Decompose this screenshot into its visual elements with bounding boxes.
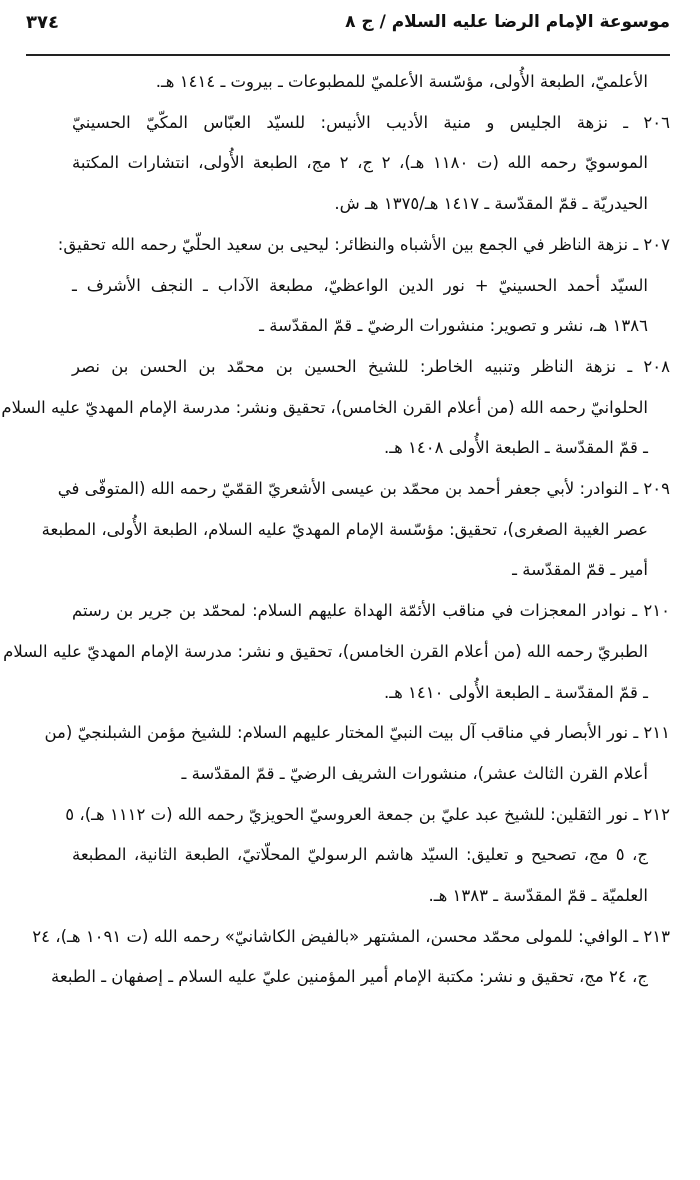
entry-line: عصر الغيبة الصغرى)، تحقيق: مؤسّسة الإمام المهديّ عليه السلام، الطبعة الأُولى، المطبعة: [41, 519, 648, 539]
entry-line: الأعلميّ، الطبعة الأُولى، مؤسّسة الأعلميّ للمطبوعات ـ بيروت ـ ١٤١٤ هـ.: [155, 72, 648, 91]
entry-line: السيّد أحمد الحسينيّ + نور الدين الواعظيّ، مطبعة الآداب ـ النجف الأشرف ـ: [72, 275, 648, 295]
entry-line: ٢٠٦ ـ نزهة الجليس و منية الأديب الأنيس: للسيّد العبّاس المكّيّ الحسينيّ: [72, 112, 670, 132]
entry-line: ٢٠٨ ـ نزهة الناظر وتنبيه الخاطر: للشيخ الحسين بن محمّد بن الحسن بن نصر: [72, 356, 670, 376]
page-number: ٣٧٤: [26, 12, 59, 33]
entry-line: العلميّة ـ قمّ المقدّسة ـ ١٣٨٣ هـ.: [428, 886, 648, 905]
entry-line: ج، ٥ مج، تصحيح و تعليق: السيّد هاشم الرسوليّ المحلّاتيّ، الطبعة الثانية، المطبعة: [72, 845, 648, 865]
entry-line: أعلام القرن الثالث عشر)، منشورات الشريف الرضيّ ـ قمّ المقدّسة ـ: [181, 763, 648, 783]
entry-line: ٢١١ ـ نور الأبصار في مناقب آل بيت النبيّ المختار عليهم السلام: للشيخ مؤمن الشبلنجيّ (من: [44, 723, 670, 743]
entry-line: ٢٠٩ ـ النوادر: لأبي جعفر أحمد بن محمّد بن عيسى الأشعريّ القمّيّ رحمه الله (المتوفّى في: [57, 479, 670, 498]
entry-line: ج، ٢٤ مج، تحقيق و نشر: مكتبة الإمام أمير المؤمنين عليّ عليه السلام ـ إصفهان ـ الطبعة: [51, 967, 648, 987]
running-title: موسوعة الإمام الرضا عليه السلام / ج ٨: [345, 12, 670, 32]
entry-line: الحيدريّة ـ قمّ المقدّسة ـ ١٤١٧ هـ/١٣٧٥ هـ ش.: [334, 194, 648, 214]
page-header: [26, 6, 670, 46]
entry-line: ١٣٨٦ هـ، نشر و تصوير: منشورات الرضيّ ـ قمّ المقدّسة ـ: [259, 316, 648, 336]
entry-line: ٢١٠ ـ نوادر المعجزات في مناقب الأئمّة الهداة عليهم السلام: لمحمّد بن جرير بن رستم: [72, 601, 670, 621]
entry-line: ـ قمّ المقدّسة ـ الطبعة الأُولى ١٤٠٨ هـ.: [384, 438, 648, 458]
header-rule: [26, 54, 670, 56]
entry-line: الطبريّ رحمه الله (من أعلام القرن الخامس)، تحقيق و نشر: مدرسة الإمام المهديّ عليه السلام: [3, 641, 648, 661]
entry-line: ٢١٣ ـ الوافي: للمولى محمّد محسن، المشتهر «بالفيض الكاشانيّ» رحمه الله (ت ١٠٩١ هـ)، ٢٤: [32, 926, 670, 946]
entry-line: ٢٠٧ ـ نزهة الناظر في الجمع بين الأشباه والنظائر: ليحيى بن سعيد الحلّيّ رحمه الله تحقيق:: [57, 234, 670, 254]
entry-line: ـ قمّ المقدّسة ـ الطبعة الأُولى ١٤١٠ هـ.: [384, 682, 648, 702]
entry-line: ٢١٢ ـ نور الثقلين: للشيخ عبد عليّ بن جمعة العروسيّ الحويزيّ رحمه الله (ت ١١١٢ هـ)، ٥: [65, 804, 670, 824]
entry-line: الحلوانيّ رحمه الله (من أعلام القرن الخامس)، تحقيق ونشر: مدرسة الإمام المهديّ عليه السلام: [1, 397, 648, 417]
entry-line: الموسويّ رحمه الله (ت ١١٨٠ هـ)، ٢ ج، ٢ مج، الطبعة الأُولى، انتشارات المكتبة: [72, 153, 648, 173]
entry-line: أمير ـ قمّ المقدّسة ـ: [512, 560, 648, 580]
